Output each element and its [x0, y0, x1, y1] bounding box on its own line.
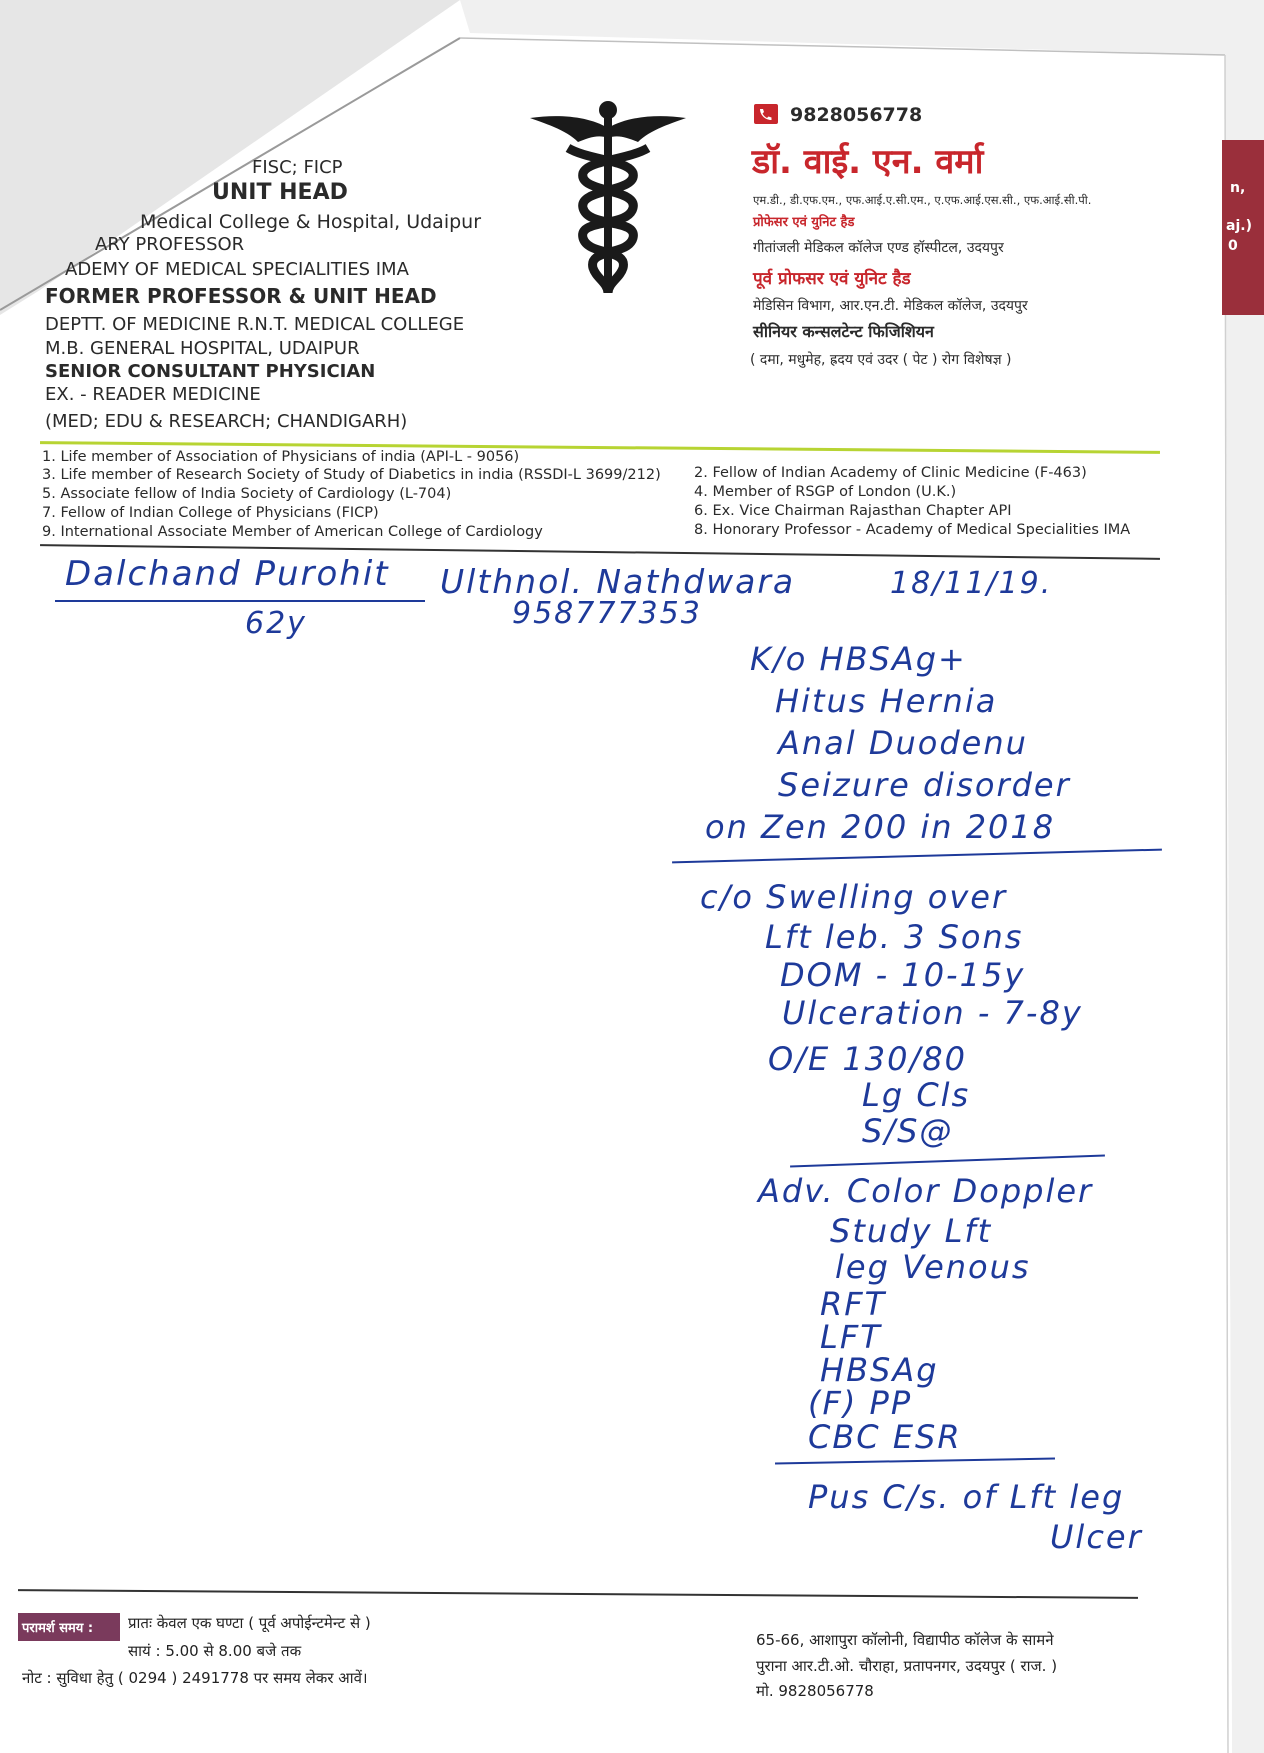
- speciality-hi: ( दमा, मधुमेह, ह्रदय एवं उदर ( पेट ) रोग विशेषज्ञ ): [750, 352, 1012, 368]
- advice-2: Study Lft: [830, 1212, 993, 1250]
- history-5: on Zen 200 in 2018: [705, 808, 1056, 846]
- phone-number: 9828056778: [790, 104, 923, 126]
- degrees-hi: एम.डी., डी.एफ.एम., एफ.आई.ए.सी.एम., ए.एफ.आई.एस.सी., एफ.आई.सी.पी.: [753, 193, 1092, 207]
- consultation-badge: [18, 1613, 120, 1641]
- exam-3: S/S@: [862, 1112, 954, 1150]
- membership-8: 8. Honorary Professor - Academy of Medical Specialities IMA: [694, 522, 1131, 538]
- phone-icon: [754, 104, 778, 124]
- advice-1: Adv. Color Doppler: [758, 1172, 1094, 1210]
- senior-consultant-hi: सीनियर कन्सलटेन्ट फिजिशियन: [753, 322, 934, 341]
- current-title-hi: प्रोफेसर एवं युनिट हैड: [753, 215, 855, 230]
- history-2: Hitus Hernia: [775, 682, 998, 720]
- history-3: Anal Duodenu: [778, 724, 1028, 762]
- side-strip-text-2: aj.): [1226, 218, 1252, 234]
- caduceus-icon: [528, 98, 688, 298]
- history-4: Seizure disorder: [778, 766, 1071, 804]
- doctor-name-hi: डॉ. वाई. एन. वर्मा: [752, 142, 984, 182]
- membership-3: 3. Life member of Research Society of Study of Diabetics in india (RSSDI-L 3699/212): [42, 467, 661, 483]
- history-1: K/o HBSAg+: [750, 640, 967, 678]
- address-line-2: पुराना आर.टी.ओ. चौराहा, प्रतापनगर, उदयपुर ( राज. ): [756, 1657, 1058, 1675]
- test-1: RFT: [820, 1285, 887, 1323]
- degrees-en: FISC; FICP: [252, 157, 343, 178]
- complaint-1: c/o Swelling over: [700, 878, 1008, 916]
- reader-en: EX. - READER MEDICINE: [45, 384, 261, 405]
- final-1: Pus C/s. of Lft leg: [808, 1478, 1125, 1516]
- exam-1: O/E 130/80: [768, 1040, 967, 1078]
- visit-date: 18/11/19.: [890, 566, 1053, 601]
- test-3: HBSAg: [820, 1351, 939, 1389]
- professor-en: ARY PROFESSOR: [95, 234, 245, 255]
- membership-1: 1. Life member of Association of Physicians of india (API-L - 9056): [42, 449, 520, 465]
- side-strip-text-1: n,: [1230, 180, 1246, 196]
- complaint-2: Lft leb. 3 Sons: [765, 918, 1024, 956]
- unit-head-en: UNIT HEAD: [212, 180, 348, 205]
- membership-6: 6. Ex. Vice Chairman Rajasthan Chapter API: [694, 503, 1012, 519]
- membership-2: 2. Fellow of Indian Academy of Clinic Medicine (F-463): [694, 465, 1087, 481]
- exam-2: Lg Cls: [862, 1076, 971, 1114]
- test-5: CBC ESR: [808, 1418, 962, 1456]
- test-4: (F) PP: [808, 1384, 913, 1422]
- senior-consultant-en: SENIOR CONSULTANT PHYSICIAN: [45, 361, 376, 382]
- patient-age: 62y: [245, 606, 307, 641]
- mobile-number: मो. 9828056778: [756, 1682, 874, 1700]
- side-strip: [1222, 140, 1264, 315]
- address-line-1: 65-66, आशापुरा कॉलोनी, विद्यापीठ कॉलेज के सामने: [756, 1631, 1054, 1649]
- membership-7: 7. Fellow of Indian College of Physicians (FICP): [42, 505, 379, 521]
- test-2: LFT: [820, 1318, 882, 1356]
- former-title-hi: पूर्व प्रोफसर एवं युनिट हैड: [753, 269, 911, 289]
- final-2: Ulcer: [1050, 1518, 1143, 1556]
- patient-name: Dalchand Purohit: [65, 554, 390, 594]
- advice-3: leg Venous: [835, 1248, 1031, 1286]
- patient-address: Ulthnol. Nathdwara: [440, 562, 796, 601]
- consultation-badge-label: परामर्श समय :: [22, 1621, 94, 1636]
- complaint-3: DOM - 10-15y: [780, 956, 1026, 994]
- current-college-hi: गीतांजली मेडिकल कॉलेज एण्ड हॉस्पीटल, उदयपुर: [753, 240, 1004, 256]
- membership-5: 5. Associate fellow of India Society of Cardiology (L-704): [42, 486, 452, 502]
- patient-phone: 958777353: [512, 596, 702, 631]
- former-college-hi: मेडिसिन विभाग, आर.एन.टी. मेडिकल कॉलेज, उदयपुर: [753, 298, 1028, 314]
- side-strip-text-3: 0: [1228, 238, 1238, 254]
- evening-timing: सायं : 5.00 से 8.00 बजे तक: [128, 1642, 302, 1660]
- deptt-en: DEPTT. OF MEDICINE R.N.T. MEDICAL COLLEGE: [45, 314, 465, 335]
- appointment-note: नोट : सुविधा हेतु ( 0294 ) 2491778 पर समय लेकर आवें।: [22, 1669, 368, 1687]
- academy-en: ADEMY OF MEDICAL SPECIALITIES IMA: [65, 259, 409, 280]
- hospital-en: M.B. GENERAL HOSPITAL, UDAIPUR: [45, 338, 360, 359]
- morning-timing: प्रातः केवल एक घण्टा ( पूर्व अपोईन्टमेन्ट से ): [128, 1614, 371, 1632]
- med-edu-en: (MED; EDU & RESEARCH; CHANDIGARH): [45, 411, 408, 432]
- complaint-4: Ulceration - 7-8y: [782, 994, 1083, 1032]
- former-professor-en: FORMER PROFESSOR & UNIT HEAD: [45, 284, 437, 308]
- membership-9: 9. International Associate Member of American College of Cardiology: [42, 524, 543, 540]
- name-underline: [55, 600, 425, 602]
- membership-4: 4. Member of RSGP of London (U.K.): [694, 484, 957, 500]
- college-en: Medical College & Hospital, Udaipur: [140, 211, 482, 233]
